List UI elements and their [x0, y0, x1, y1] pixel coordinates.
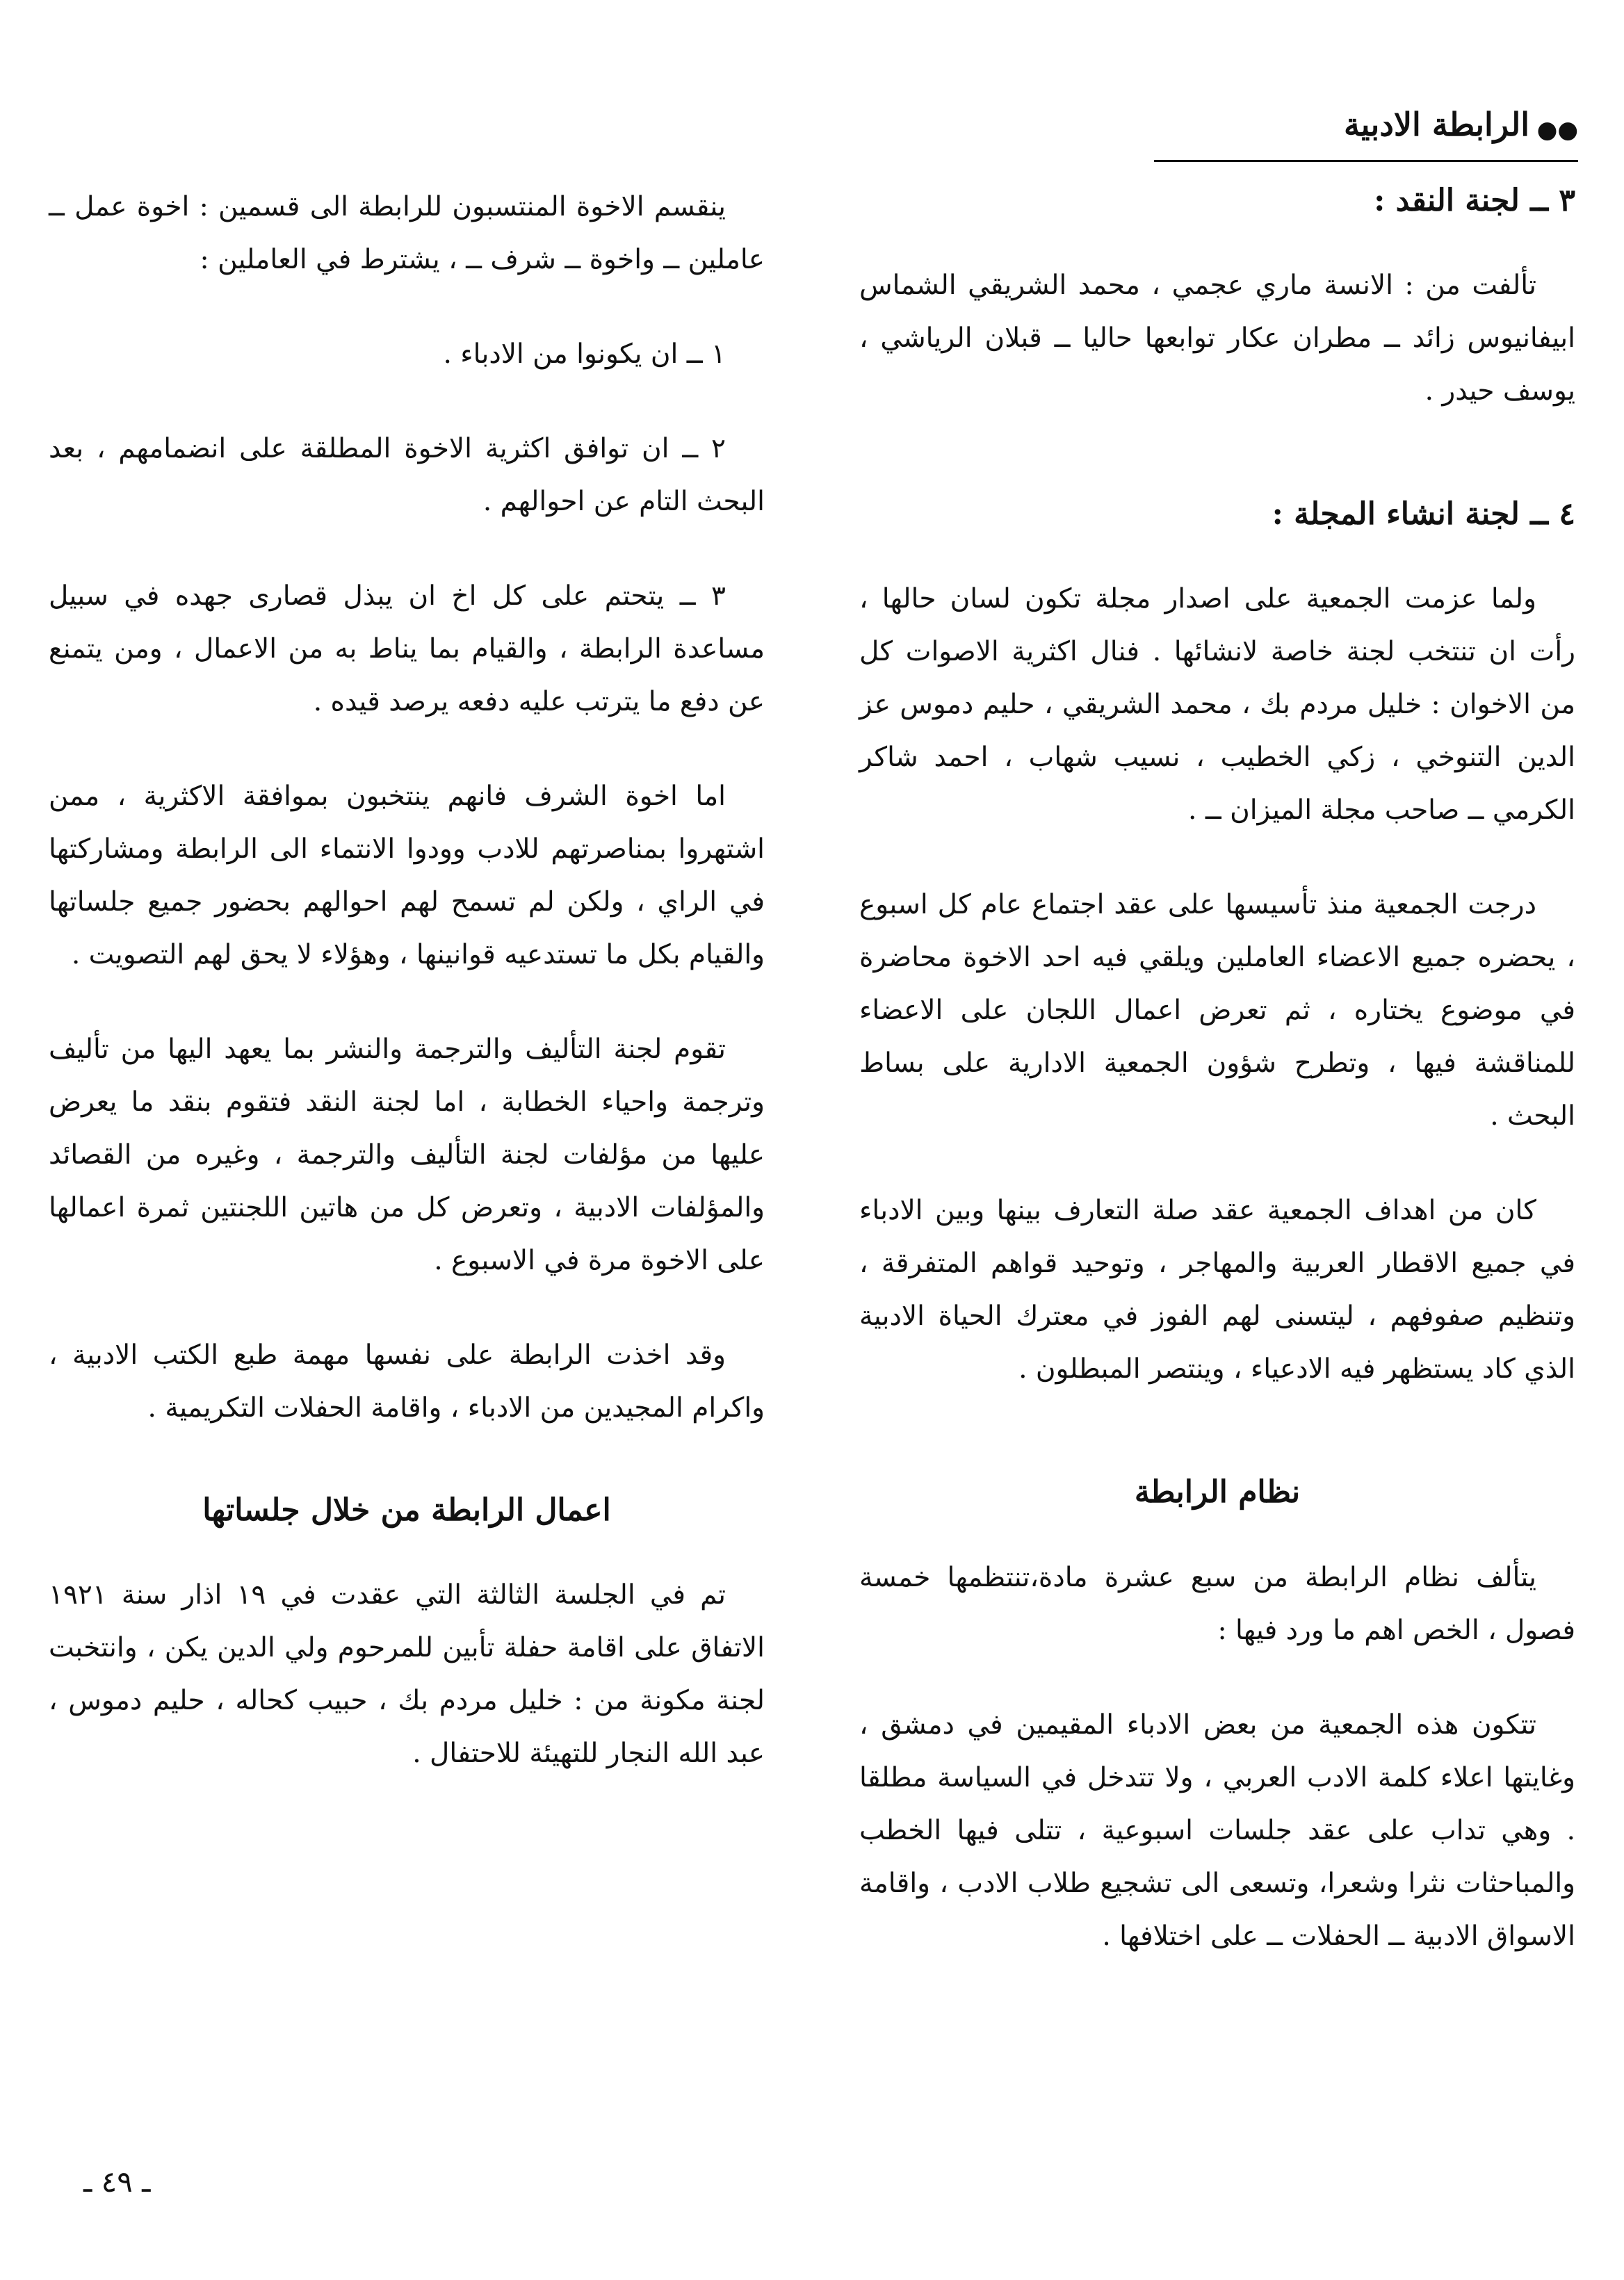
membership-condition-3: ٣ ــ يتحتم على كل اخ ان يبذل قصارى جهده في سبيل مساعدة الرابطة ، والقيام بما يناط به من الاعمال ، ومن يتمنع عن دفع ما يترتب عليه دفعه يرصد قيده .	[49, 580, 765, 717]
section-title-magazine-committee: ٤ ــ لجنة انشاء المجلة :	[1272, 496, 1575, 532]
right-column	[859, 181, 1575, 2005]
third-session-paragraph: تم في الجلسة الثالثة التي عقدت في ١٩ اذار سنة ١٩٢١ الاتفاق على اقامة حفلة تأبين للمرحوم ولي الدين يكن ، وانتخبت لجنة مكونة من : خليل مردم بك ، حبيب كحاله ، حليم دموس ، عبد الله النجار للتهيئة للاحتفال .	[49, 1579, 765, 1770]
membership-types-paragraph: ينقسم الاخوة المنتسبون للرابطة الى قسمين : اخوة عمل ــ عاملين ــ واخوة ــ شرف ــ ، يشترط في العاملين :	[49, 191, 765, 275]
left-column	[49, 181, 765, 1822]
magazine-committee-paragraph: ولما عزمت الجمعية على اصدار مجلة تكون لسان حالها ، رأت ان تنتخب لجنة خاصة لانشائها . فنال اكثرية الاصوات كل من الاخوان : خليل مردم بك ، محمد الشريقي ، حليم دموس عز الدين التنوخي ، زكي الخطيب ، نسيب شهاب ، احمد شاكر الكرمي ــ صاحب مجلة الميزان ــ .	[859, 583, 1575, 826]
membership-condition-1: ١ ــ ان يكونوا من الادباء .	[443, 339, 726, 370]
section-title-sessions: اعمال الرابطة من خلال جلساتها	[202, 1492, 611, 1528]
header-bullets: ●●	[1536, 116, 1578, 144]
section-title-bylaws: نظام الرابطة	[1134, 1474, 1301, 1510]
criticism-committee-members: تألفت من : الانسة ماري عجمي ، محمد الشريقي الشماس ابيفانيوس زائد ــ مطران عكار توابعها حاليا ــ قبلان الرياشي ، يوسف حيدر .	[859, 270, 1575, 407]
section-title-criticism-committee: ٣ ــ لجنة النقد :	[1374, 183, 1575, 218]
weekly-meeting-paragraph: درجت الجمعية منذ تأسيسها على عقد اجتماع عام كل اسبوع ، يحضره جميع الاعضاء العاملين ويلقي فيه احد الاخوة محاضرة في موضوع يختاره ، ثم تعرض اعمال اللجان على الاعضاء للمناقشة فيها ، وتطرح شؤون الجمعية الادارية على بساط البحث .	[859, 889, 1575, 1132]
bylaws-society-paragraph: تتكون هذه الجمعية من بعض الادباء المقيمين في دمشق ، وغايتها اعلاء كلمة الادب العربي ، ولا تتدخل في السياسة مطلقا . وهي تداب على عقد جلسات اسبوعية ، تتلى فيها الخطب والمباحثات نثرا وشعرا، وتسعى الى تشجيع طلاب الادب ، واقامة الاسواق الادبية ــ الحفلات ــ على اختلافها .	[859, 1709, 1575, 1952]
honorary-members-paragraph: اما اخوة الشرف فانهم ينتخبون بموافقة الاكثرية ، ممن اشتهروا بمناصرتهم للادب وودوا الانتماء الى الرابطة ومشاركتها في الراي ، ولكن لم تسمح لهم احوالهم بحضور جميع جلساتها والقيام بكل ما تستدعيه قوانينها ، وهؤلاء لا يحق لهم التصويت .	[49, 781, 765, 970]
committees-duties-paragraph: تقوم لجنة التأليف والترجمة والنشر بما يعهد اليها من تأليف وترجمة واحياء الخطابة ، اما لجنة النقد فتقوم بنقد ما يعرض عليها من مؤلفات لجنة التأليف والترجمة ، وغيره من القصائد والمؤلفات الادبية ، وتعرض كل من هاتين اللجنتين ثمرة اعمالها على الاخوة مرة في الاسبوع .	[49, 1034, 765, 1276]
running-header	[1154, 97, 1578, 162]
header-title: الرابطة الادبية	[1343, 106, 1529, 143]
society-goals-paragraph: كان من اهداف الجمعية عقد صلة التعارف بينها وبين الادباء في جميع الاقطار العربية والمهاجر ، وتوحيد قواهم المتفرقة ، وتنظيم صفوفهم ، ليتسنى لهم الفوز في معترك الحياة الادبية الذي كاد يستظهر فيه الادعياء ، وينتصر المبطلون .	[859, 1195, 1575, 1385]
page-number: ـ ٤٩ ـ	[83, 2165, 151, 2199]
bylaws-intro-paragraph: يتألف نظام الرابطة من سبع عشرة مادة،تنتظمها خمسة فصول ، الخص اهم ما ورد فيها :	[859, 1561, 1575, 1646]
membership-condition-2: ٢ ــ ان توافق اكثرية الاخوة المطلقة على انضمامهم ، بعد البحث التام عن احوالهم .	[49, 433, 765, 517]
publishing-paragraph: وقد اخذت الرابطة على نفسها مهمة طبع الكتب الادبية ، واكرام المجيدين من الادباء ، واقامة الحفلات التكريمية .	[49, 1340, 765, 1424]
